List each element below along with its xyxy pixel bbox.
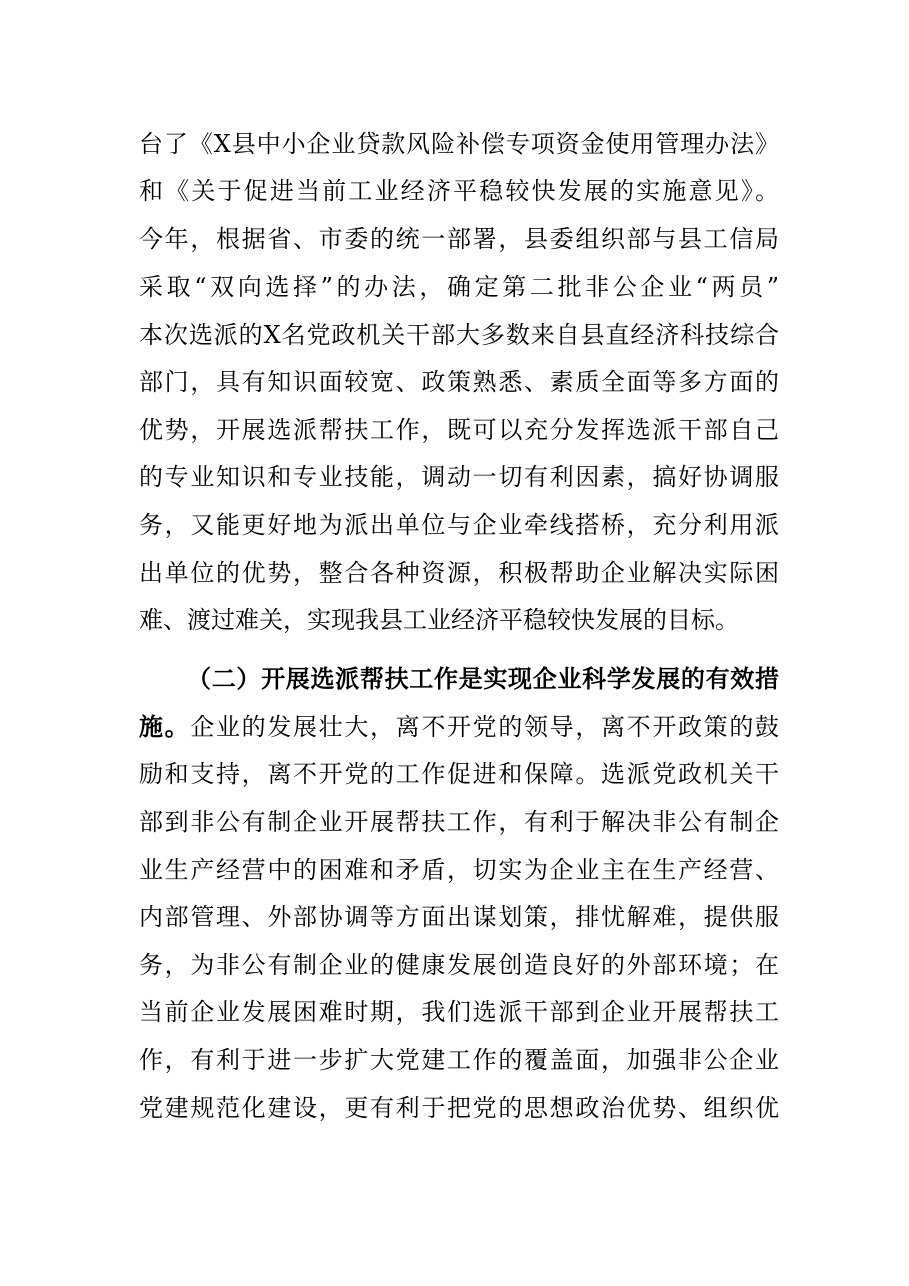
body-line: 务，为非公有制企业的健康发展创造良好的外部环境；在 — [139, 951, 779, 979]
body-line: 部门，具有知识面较宽、政策熟悉、素质全面等多方面的 — [139, 368, 779, 396]
body-line: 励和支持，离不开党的工作促进和保障。选派党政机关干 — [139, 760, 779, 788]
body-line: 作，有利于进一步扩大党建工作的覆盖面，加强非公企业 — [139, 1046, 779, 1074]
body-line: 台了《X县中小企业贷款风险补偿专项资金使用管理办法》 — [139, 130, 779, 158]
body-line: 当前企业发展困难时期，我们选派干部到企业开展帮扶工 — [139, 998, 779, 1026]
body-line: 内部管理、外部协调等方面出谋划策，排忧解难，提供服 — [139, 903, 779, 931]
body-line: 的专业知识和专业技能，调动一切有利因素，搞好协调服 — [139, 463, 779, 491]
section-heading: （二）开展选派帮扶工作是实现企业科学发展的有效措 — [187, 664, 779, 693]
body-line: 本次选派的X名党政机关干部大多数来自县直经济科技综合 — [139, 321, 779, 349]
body-line: 出单位的优势，整合各种资源，积极帮助企业解决实际困 — [139, 559, 779, 587]
body-line: 难、渡过难关，实现我县工业经济平稳较快发展的目标。 — [139, 606, 739, 634]
body-text: 企业的发展壮大，离不开党的领导，离不开政策的鼓 — [190, 713, 779, 741]
body-line: 部到非公有制企业开展帮扶工作，有利于解决非公有制企 — [139, 808, 779, 836]
section-heading-continuation-line — [139, 712, 779, 742]
body-line: 今年，根据省、市委的统一部署，县委组织部与县工信局 — [139, 225, 779, 253]
body-line: 和《关于促进当前工业经济平稳较快发展的实施意见》。 — [139, 177, 779, 205]
body-line: 党建规范化建设，更有利于把党的思想政治优势、组织优 — [139, 1094, 779, 1122]
section-heading-tail: 施。 — [139, 712, 191, 741]
body-line: 采取“双向选择”的办法，确定第二批非公企业“两员” — [139, 273, 779, 301]
body-line: 业生产经营中的困难和矛盾，切实为企业主在生产经营、 — [139, 856, 779, 884]
body-line: 优势，开展选派帮扶工作，既可以充分发挥选派干部自己 — [139, 416, 779, 444]
body-line: 务，又能更好地为派出单位与企业牵线搭桥，充分利用派 — [139, 511, 779, 539]
